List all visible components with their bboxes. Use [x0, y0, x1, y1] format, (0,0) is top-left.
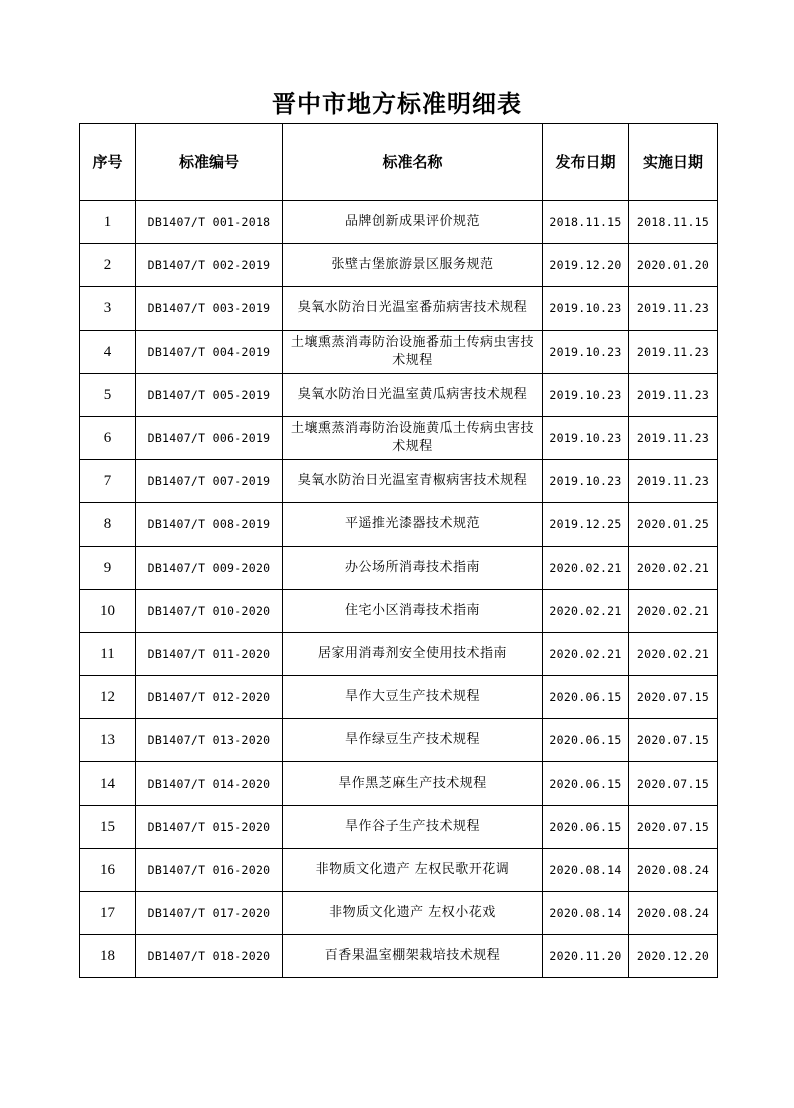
row-effective: 2019.11.23 [629, 287, 718, 330]
row-issued: 2019.10.23 [543, 373, 629, 416]
row-effective: 2019.11.23 [629, 460, 718, 503]
row-seq: 7 [80, 460, 136, 503]
row-name: 居家用消毒剂安全使用技术指南 [283, 632, 543, 675]
table-row [80, 416, 718, 459]
header-name: 标准名称 [283, 124, 543, 201]
row-code: DB1407/T 016-2020 [136, 848, 283, 891]
table-row [80, 632, 718, 675]
row-name: 旱作黑芝麻生产技术规程 [283, 762, 543, 805]
table-row [80, 589, 718, 632]
row-seq: 17 [80, 892, 136, 935]
row-name: 张壁古堡旅游景区服务规范 [283, 244, 543, 287]
row-effective: 2020.07.15 [629, 719, 718, 762]
row-code: DB1407/T 017-2020 [136, 892, 283, 935]
header-seq: 序号 [80, 124, 136, 201]
row-issued: 2019.10.23 [543, 330, 629, 373]
row-name: 臭氧水防治日光温室黄瓜病害技术规程 [283, 373, 543, 416]
row-name: 土壤熏蒸消毒防治设施黄瓜土传病虫害技术规程 [283, 416, 543, 459]
row-code: DB1407/T 002-2019 [136, 244, 283, 287]
table-row [80, 373, 718, 416]
row-name: 臭氧水防治日光温室青椒病害技术规程 [283, 460, 543, 503]
row-name: 百香果温室棚架栽培技术规程 [283, 935, 543, 978]
row-issued: 2020.06.15 [543, 762, 629, 805]
row-code: DB1407/T 011-2020 [136, 632, 283, 675]
table-row [80, 805, 718, 848]
row-effective: 2020.07.15 [629, 762, 718, 805]
row-code: DB1407/T 004-2019 [136, 330, 283, 373]
row-seq: 8 [80, 503, 136, 546]
row-code: DB1407/T 005-2019 [136, 373, 283, 416]
row-seq: 16 [80, 848, 136, 891]
row-issued: 2020.08.14 [543, 848, 629, 891]
row-issued: 2020.11.20 [543, 935, 629, 978]
row-code: DB1407/T 006-2019 [136, 416, 283, 459]
table-header-row [80, 124, 718, 201]
row-name: 臭氧水防治日光温室番茄病害技术规程 [283, 287, 543, 330]
row-seq: 2 [80, 244, 136, 287]
row-code: DB1407/T 013-2020 [136, 719, 283, 762]
table-row [80, 244, 718, 287]
row-effective: 2020.08.24 [629, 848, 718, 891]
header-effective: 实施日期 [629, 124, 718, 201]
row-issued: 2018.11.15 [543, 201, 629, 244]
row-issued: 2020.06.15 [543, 676, 629, 719]
row-issued: 2020.06.15 [543, 719, 629, 762]
row-issued: 2019.10.23 [543, 416, 629, 459]
table-row [80, 676, 718, 719]
row-seq: 5 [80, 373, 136, 416]
row-effective: 2020.08.24 [629, 892, 718, 935]
table-row [80, 935, 718, 978]
row-effective: 2019.11.23 [629, 330, 718, 373]
row-effective: 2020.07.15 [629, 676, 718, 719]
row-name: 旱作绿豆生产技术规程 [283, 719, 543, 762]
row-name: 非物质文化遗产 左权民歌开花调 [283, 848, 543, 891]
row-effective: 2020.02.21 [629, 589, 718, 632]
row-name: 住宅小区消毒技术指南 [283, 589, 543, 632]
table-row [80, 287, 718, 330]
row-name: 平遥推光漆器技术规范 [283, 503, 543, 546]
table-row [80, 719, 718, 762]
header-issued: 发布日期 [543, 124, 629, 201]
table-row [80, 330, 718, 373]
row-effective: 2020.12.20 [629, 935, 718, 978]
row-issued: 2020.02.21 [543, 632, 629, 675]
row-effective: 2020.07.15 [629, 805, 718, 848]
row-seq: 6 [80, 416, 136, 459]
row-name: 旱作大豆生产技术规程 [283, 676, 543, 719]
row-seq: 13 [80, 719, 136, 762]
row-seq: 14 [80, 762, 136, 805]
row-seq: 4 [80, 330, 136, 373]
row-seq: 12 [80, 676, 136, 719]
row-effective: 2019.11.23 [629, 373, 718, 416]
row-issued: 2020.02.21 [543, 589, 629, 632]
row-seq: 9 [80, 546, 136, 589]
row-name: 办公场所消毒技术指南 [283, 546, 543, 589]
table-row [80, 892, 718, 935]
row-code: DB1407/T 014-2020 [136, 762, 283, 805]
row-issued: 2020.08.14 [543, 892, 629, 935]
row-code: DB1407/T 009-2020 [136, 546, 283, 589]
row-seq: 1 [80, 201, 136, 244]
row-name: 土壤熏蒸消毒防治设施番茄土传病虫害技术规程 [283, 330, 543, 373]
row-name: 旱作谷子生产技术规程 [283, 805, 543, 848]
row-effective: 2018.11.15 [629, 201, 718, 244]
row-effective: 2020.01.20 [629, 244, 718, 287]
row-code: DB1407/T 015-2020 [136, 805, 283, 848]
row-effective: 2020.01.25 [629, 503, 718, 546]
row-code: DB1407/T 012-2020 [136, 676, 283, 719]
row-seq: 10 [80, 589, 136, 632]
row-code: DB1407/T 001-2018 [136, 201, 283, 244]
table-row [80, 546, 718, 589]
row-seq: 15 [80, 805, 136, 848]
row-code: DB1407/T 010-2020 [136, 589, 283, 632]
row-code: DB1407/T 018-2020 [136, 935, 283, 978]
row-code: DB1407/T 003-2019 [136, 287, 283, 330]
row-issued: 2019.10.23 [543, 460, 629, 503]
table-row [80, 460, 718, 503]
table-row [80, 503, 718, 546]
row-effective: 2020.02.21 [629, 632, 718, 675]
table-row [80, 762, 718, 805]
row-effective: 2019.11.23 [629, 416, 718, 459]
header-code: 标准编号 [136, 124, 283, 201]
row-issued: 2020.02.21 [543, 546, 629, 589]
row-seq: 18 [80, 935, 136, 978]
row-name: 非物质文化遗产 左权小花戏 [283, 892, 543, 935]
table-row [80, 201, 718, 244]
row-seq: 11 [80, 632, 136, 675]
table-row [80, 848, 718, 891]
row-issued: 2019.10.23 [543, 287, 629, 330]
row-issued: 2019.12.20 [543, 244, 629, 287]
standards-table [79, 123, 718, 978]
row-issued: 2019.12.25 [543, 503, 629, 546]
row-seq: 3 [80, 287, 136, 330]
row-code: DB1407/T 007-2019 [136, 460, 283, 503]
row-code: DB1407/T 008-2019 [136, 503, 283, 546]
row-effective: 2020.02.21 [629, 546, 718, 589]
row-name: 品牌创新成果评价规范 [283, 201, 543, 244]
page-title: 晋中市地方标准明细表 [272, 89, 522, 118]
row-issued: 2020.06.15 [543, 805, 629, 848]
